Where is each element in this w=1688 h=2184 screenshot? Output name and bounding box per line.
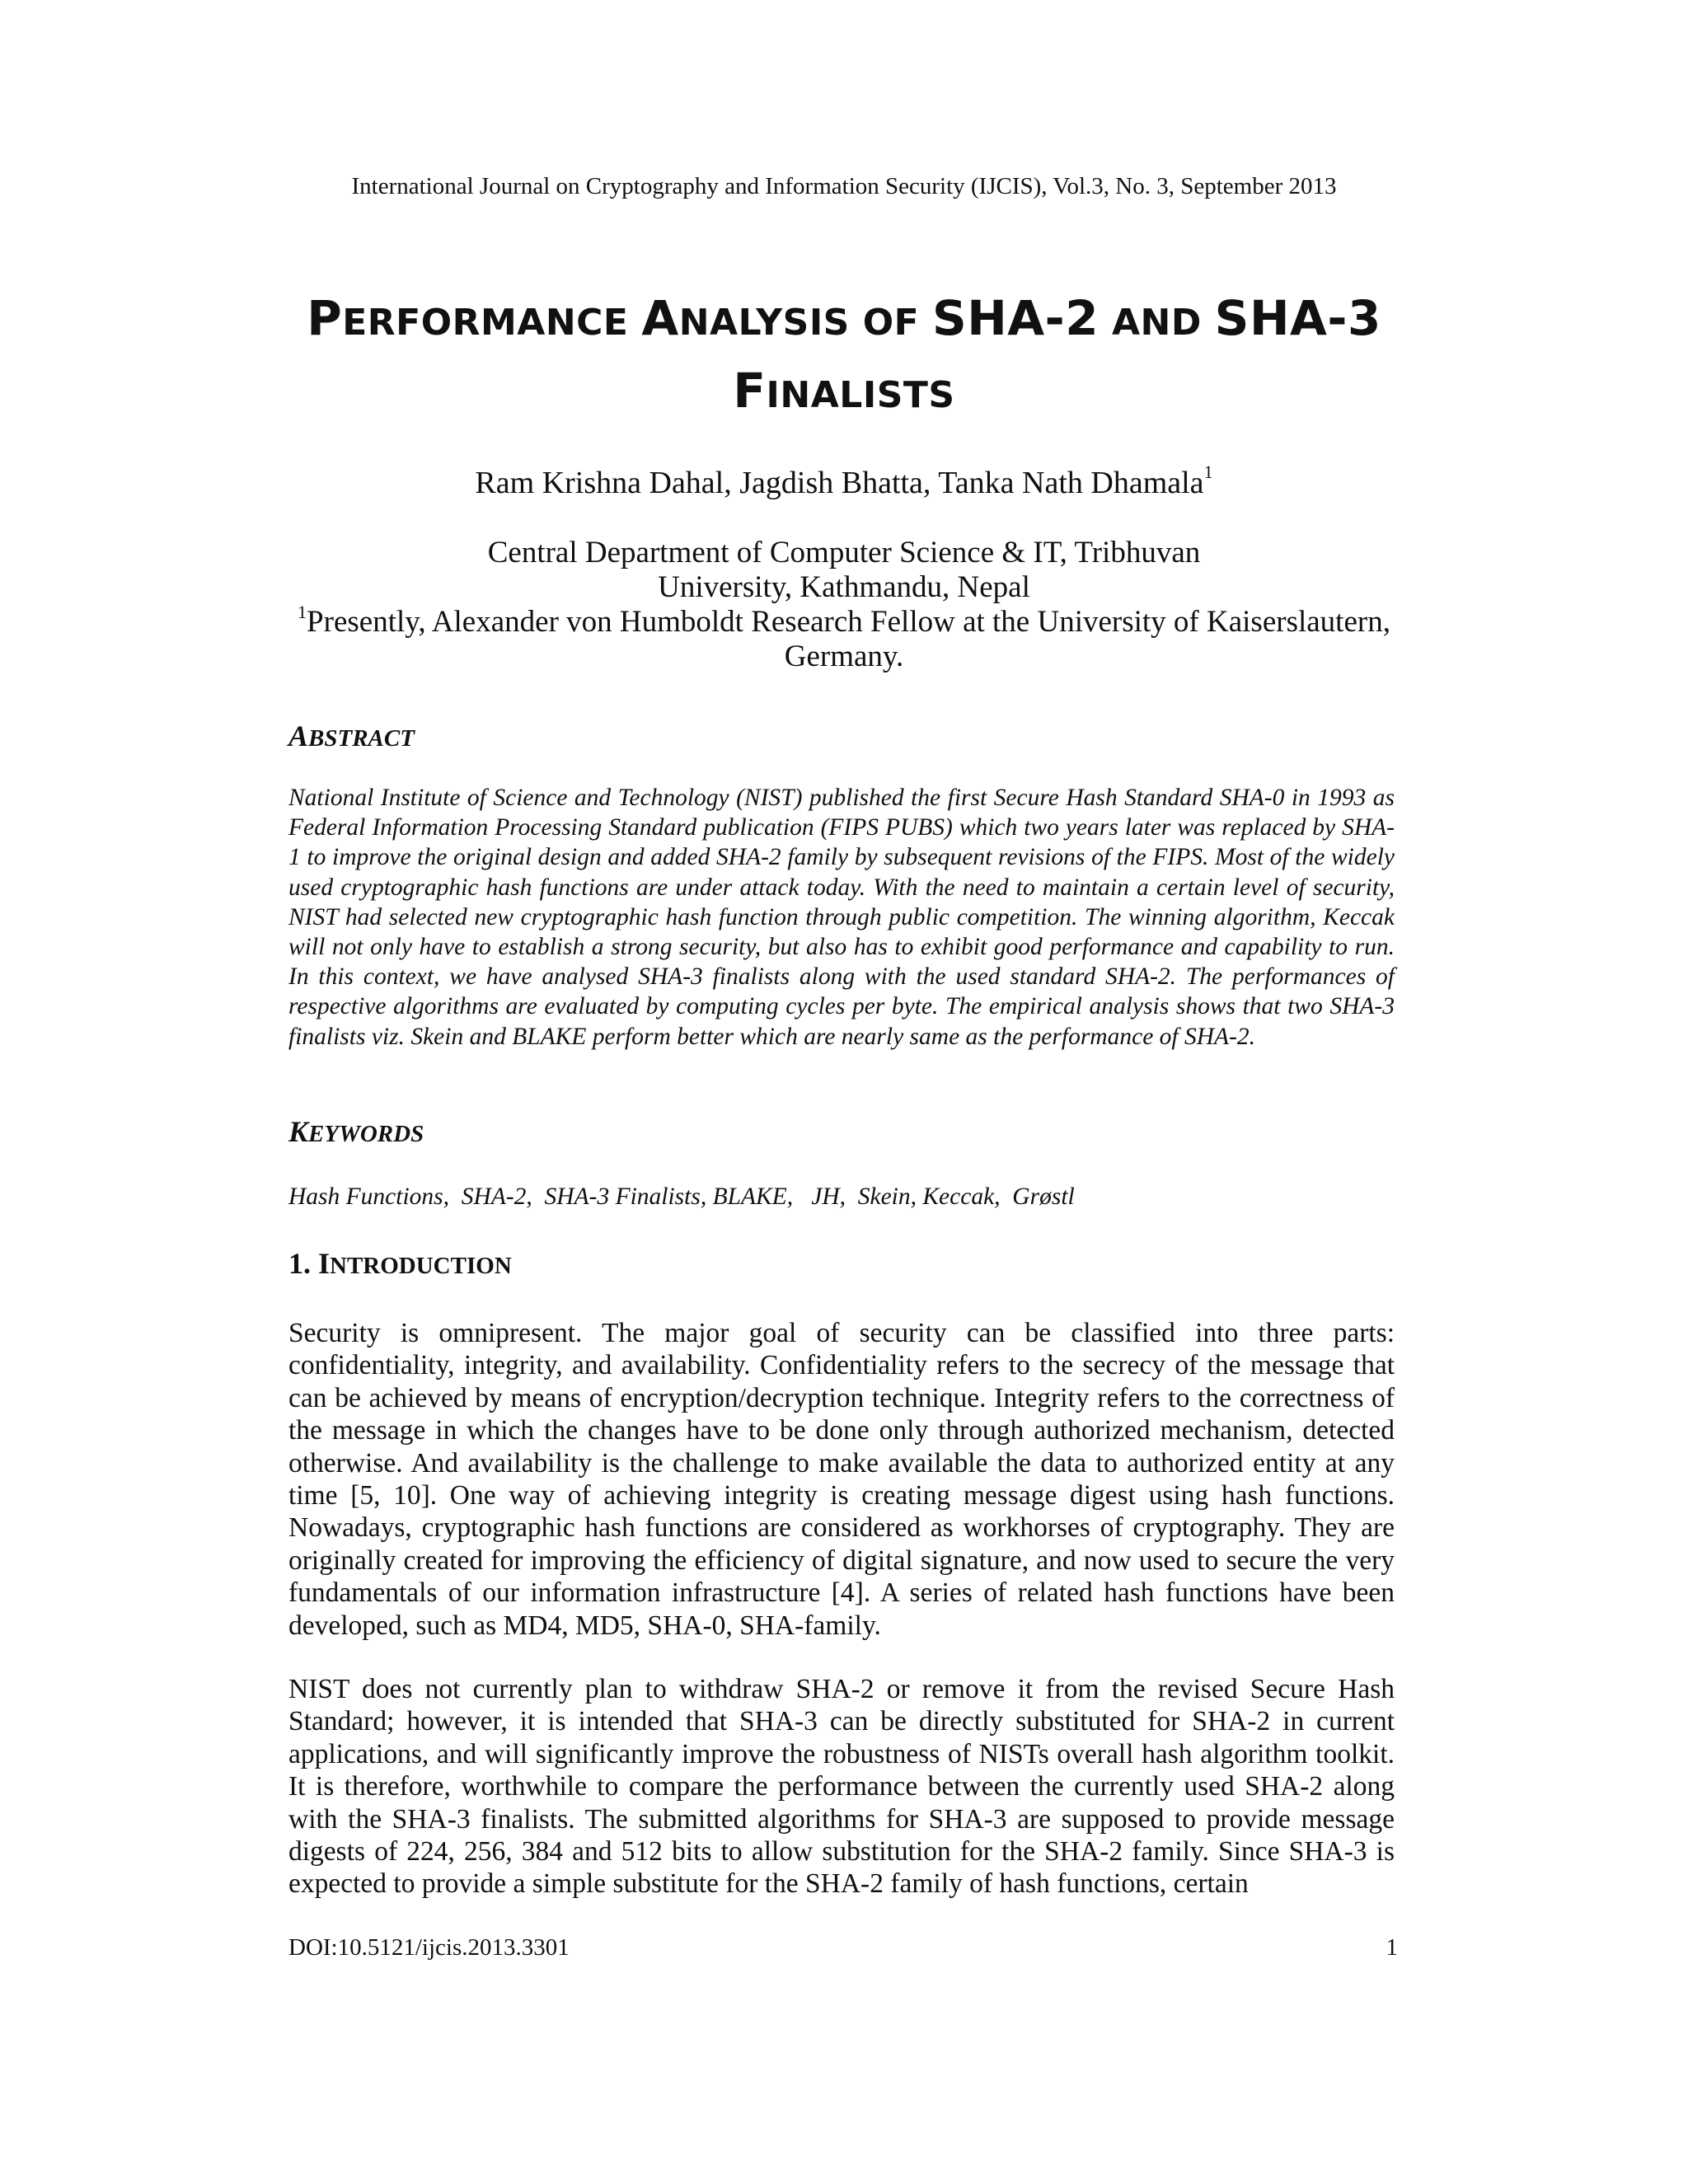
title-sha3: SHA-3 <box>1214 290 1381 346</box>
affiliation-superscript: 1 <box>298 602 307 622</box>
affiliation-line-4: Germany. <box>784 640 904 673</box>
title-performance-rest: ERFORMANCE <box>342 302 642 344</box>
introduction-paragraph-1: Security is omnipresent. The major goal of security can be classified into three parts: confidentiality, integrity, and availability. Confidentiality refers to the secrecy of the message that can be achieved by means of encryption/decryption technique. Integrity refers to the correctness of the message in which the changes have to be done only through authorized mechanism, detected otherwise. And availability is the challenge to make available the data to authorized entity at any time [5, 10]. One way of achieving integrity is creating message digest using hash functions. Nowadays, cryptographic hash functions are considered as workhorses of cryptography. They are originally created for improving the efficiency of digital signature, and now used to secure the very fundamentals of our information infrastructure [4]. A series of related hash functions have been developed, such as MD4, MD5, SHA-0, SHA-family. <box>288 1318 1395 1641</box>
abstract-heading-cap: A <box>288 719 309 752</box>
author-superscript: 1 <box>1203 462 1213 482</box>
abstract-heading <box>288 717 415 757</box>
keywords-heading <box>288 1113 424 1153</box>
title-analysis-rest: NALYSIS OF <box>678 302 932 344</box>
title-a-cap: A <box>641 290 679 346</box>
affiliation-line-2: University, Kathmandu, Nepal <box>658 570 1030 604</box>
paper-title <box>0 284 1688 429</box>
keywords-heading-cap: K <box>288 1115 309 1148</box>
journal-running-header: International Journal on Cryptography and Information Security (IJCIS), Vol.3, No. 3, September 2013 <box>351 173 1337 199</box>
abstract-heading-rest: BSTRACT <box>308 725 415 752</box>
author-names: Ram Krishna Dahal, Jagdish Bhatta, Tanka Nath Dhamala <box>475 466 1204 500</box>
introduction-heading <box>288 1244 512 1285</box>
affiliation-line-1: Central Department of Computer Science & IT, Tribhuvan <box>487 536 1201 569</box>
title-line-2 <box>0 357 1688 429</box>
title-sha2: SHA-2 <box>931 290 1100 346</box>
title-line-1 <box>0 284 1688 357</box>
keywords-text: Hash Functions, SHA-2, SHA-3 Finalists, BLAKE, JH, Skein, Keccak, Grøstl <box>288 1183 1075 1210</box>
title-p-cap: P <box>307 290 343 346</box>
introduction-heading-cap: I <box>318 1247 331 1280</box>
footer-doi: DOI:10.5121/ijcis.2013.3301 <box>288 1934 570 1961</box>
abstract-text: National Institute of Science and Technology (NIST) published the first Secure Hash Standard SHA-0 in 1993 as Federal Information Processing Standard publication (FIPS PUBS) which two years later was replaced by SHA-1 to improve the original design and added SHA-2 family by subsequent revisions of the FIPS. Most of the widely used cryptographic hash functions are under attack today. With the need to maintain a certain level of security, NIST had selected new cryptographic hash function through public competition. The winning algorithm, Keccak will not only have to establish a strong security, but also has to exhibit good performance and capability to run. In this context, we have analysed SHA-3 finalists along with the used standard SHA-2. The performances of respective algorithms are evaluated by computing cycles per byte. The empirical analysis shows that two SHA-3 finalists viz. Skein and BLAKE perform better which are nearly same as the performance of SHA-2. <box>288 785 1395 1050</box>
author-list <box>0 460 1688 506</box>
introduction-heading-number: 1. <box>288 1247 318 1280</box>
footer-page-number: 1 <box>1386 1934 1398 1961</box>
title-finalists-rest: INALISTS <box>766 374 955 416</box>
affiliation-line-3-text: Presently, Alexander von Humboldt Research Fellow at the University of Kaiserslautern, <box>307 605 1390 639</box>
affiliation-line-3 <box>0 602 1688 640</box>
title-f-cap: F <box>733 363 767 419</box>
introduction-paragraph-2: NIST does not currently plan to withdraw SHA-2 or remove it from the revised Secure Hash Standard; however, it is intended that SHA-3 can be directly substituted for SHA-2 in current applications, and will significantly improve the robustness of NISTs overall hash algorithm toolkit. It is therefore, worthwhile to compare the performance between the currently used SHA-2 along with the SHA-3 finalists. The submitted algorithms for SHA-3 are supposed to provide message digests of 224, 256, 384 and 512 bits to allow substitution for the SHA-2 family. Since SHA-3 is expected to provide a simple substitute for the SHA-2 family of hash functions, certain <box>288 1674 1395 1900</box>
introduction-heading-rest: NTRODUCTION <box>330 1253 512 1279</box>
title-and: AND <box>1099 302 1215 344</box>
keywords-heading-rest: EYWORDS <box>308 1121 424 1147</box>
affiliation-block <box>0 536 1688 674</box>
